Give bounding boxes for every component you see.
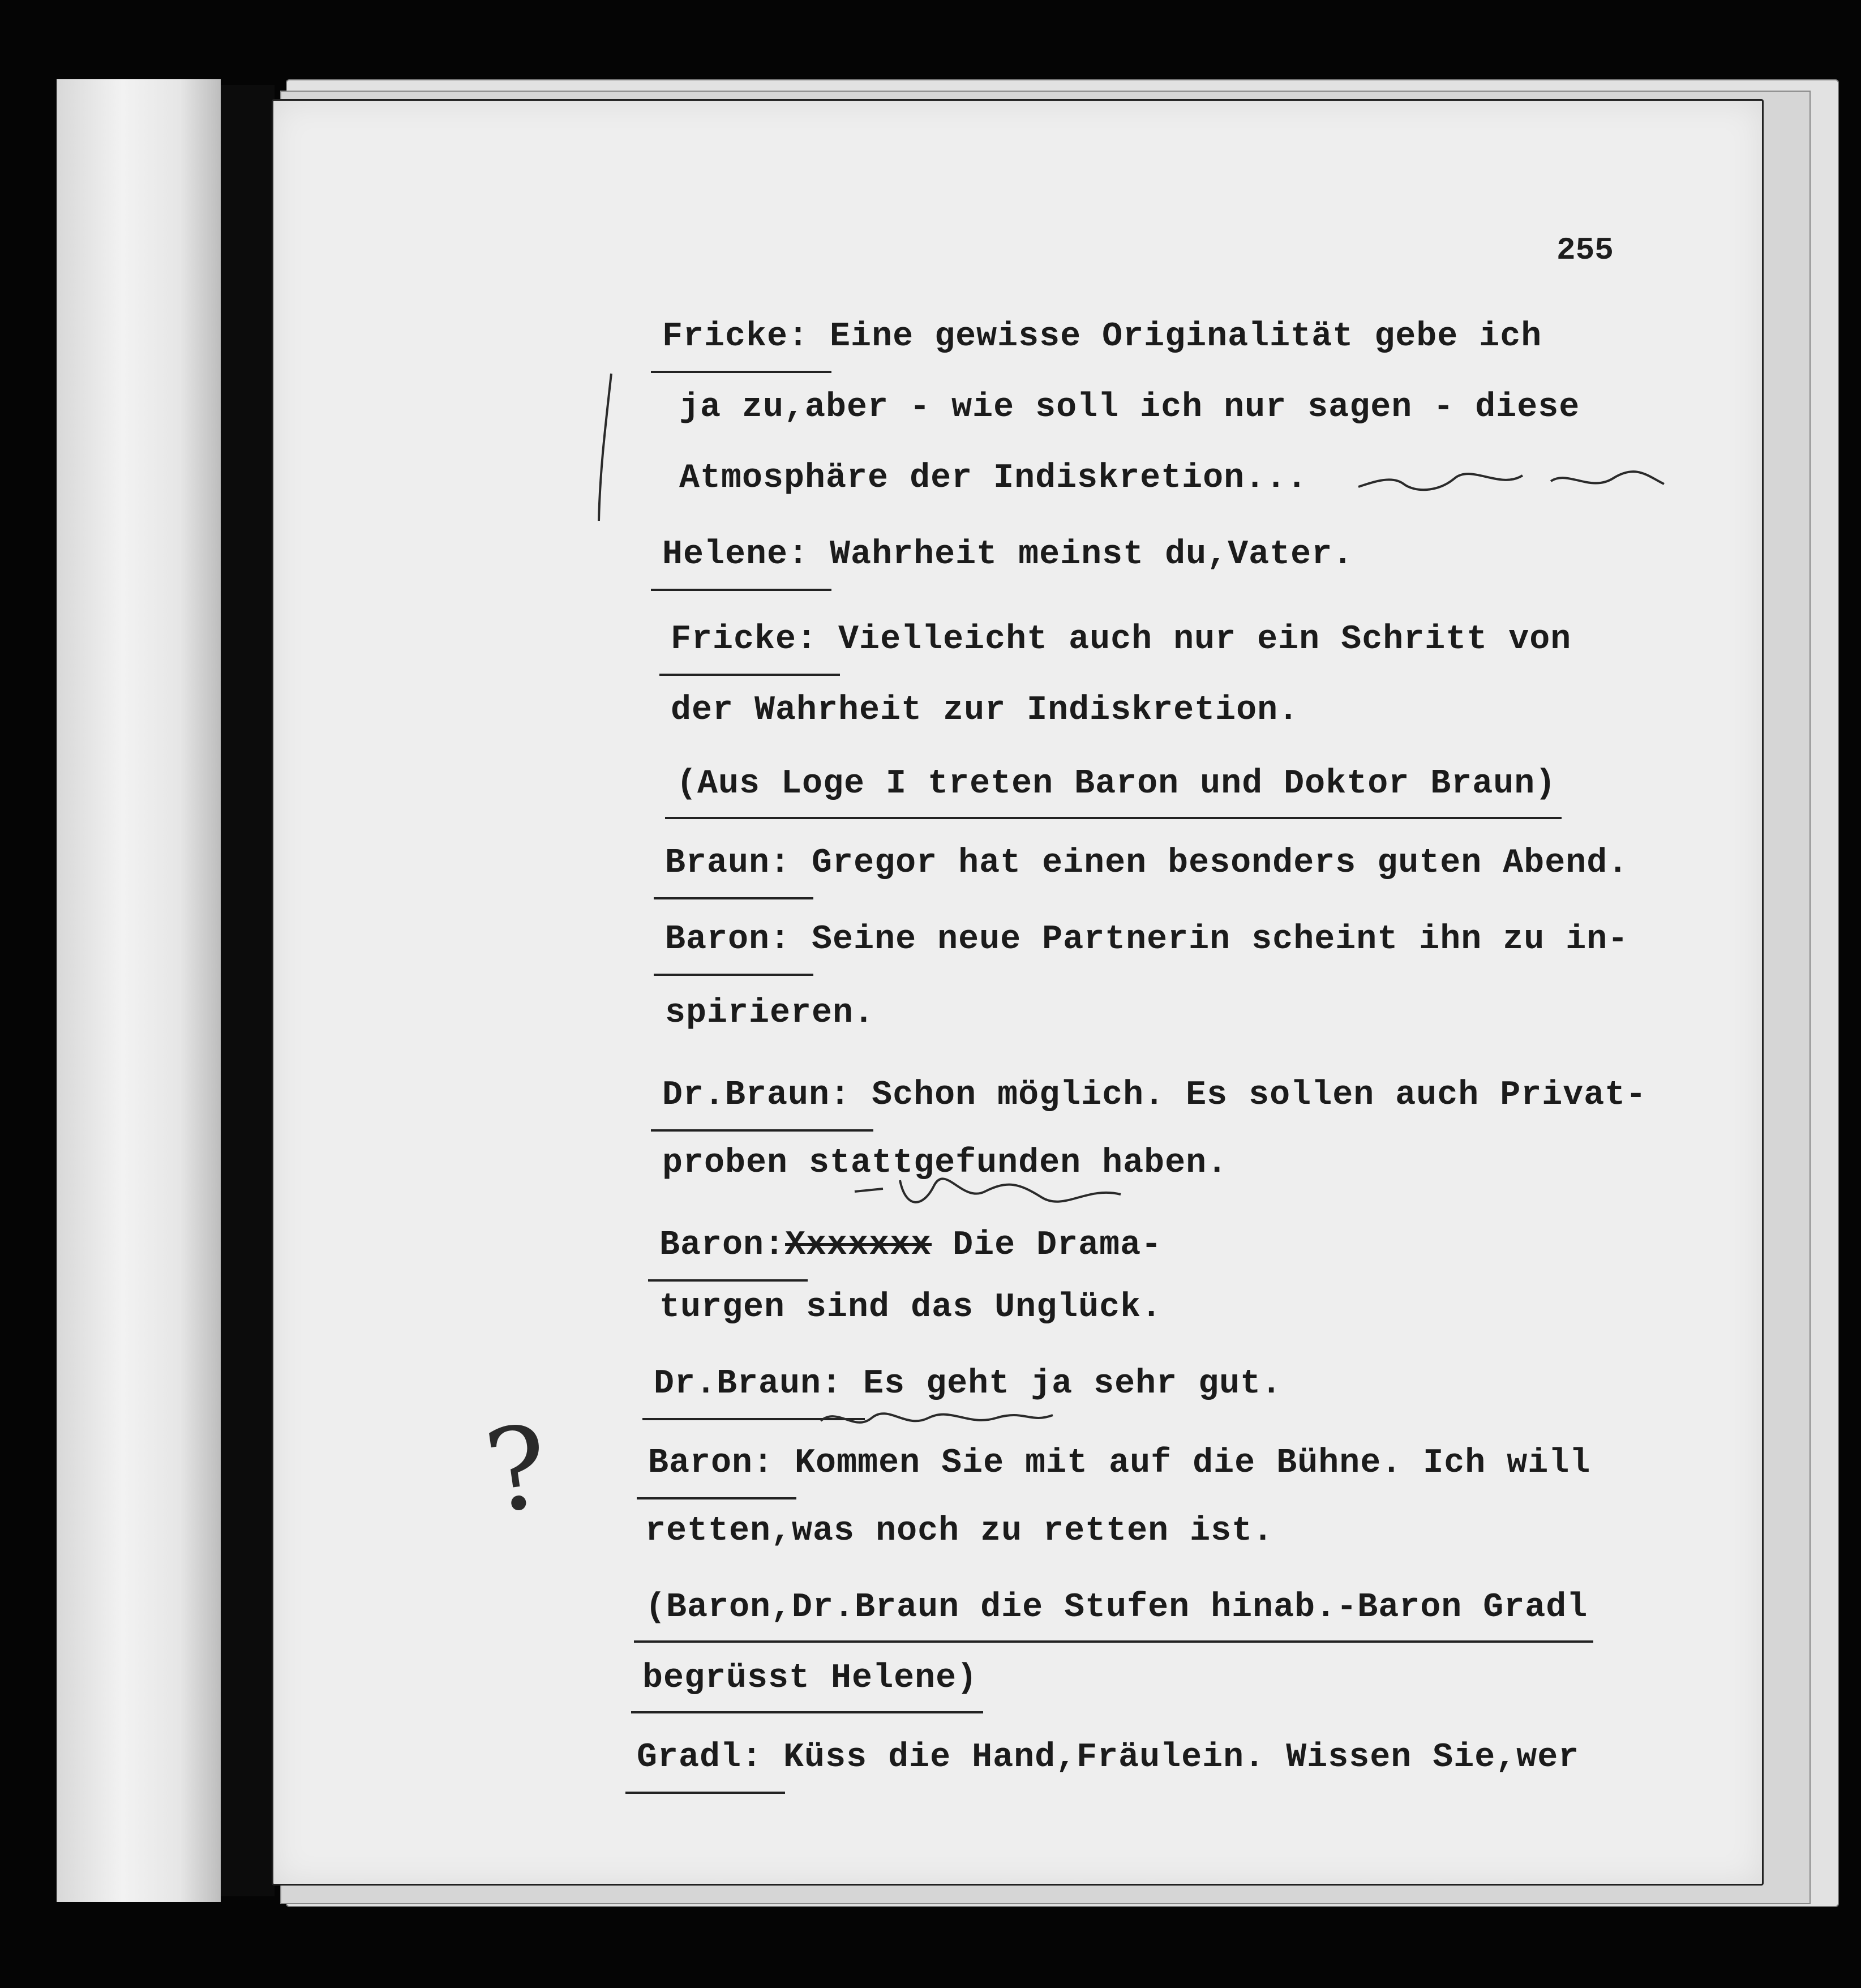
speaker-name: Gradl: xyxy=(637,1738,763,1777)
speaker-name: Braun: xyxy=(665,844,791,882)
script-line xyxy=(659,1288,1163,1327)
dialogue-text: Vielleicht auch nur ein Schritt von xyxy=(817,620,1572,659)
dialogue-text: turgen sind das Unglück. xyxy=(659,1288,1163,1327)
dialogue-text: proben stattgefunden haben. xyxy=(662,1144,1228,1182)
script-line xyxy=(659,1226,1163,1265)
handwritten-question-mark: ? xyxy=(478,1400,556,1540)
dialogue-text: Küss die Hand,Fräulein. Wissen Sie,wer xyxy=(762,1738,1580,1777)
script-line xyxy=(665,920,1629,959)
binding-gap xyxy=(221,85,275,1896)
speaker-name: Fricke: xyxy=(662,318,809,356)
dialogue-text: Die Drama- xyxy=(932,1226,1163,1265)
script-line xyxy=(671,691,1300,730)
script-line xyxy=(679,388,1580,427)
handwritten-insertion xyxy=(849,1169,1166,1220)
dialogue-text: spirieren. xyxy=(665,994,875,1032)
script-line xyxy=(648,1444,1591,1483)
speaker-name: Dr.Braun: xyxy=(654,1365,843,1403)
speaker-name: Baron: xyxy=(659,1226,786,1265)
page-number: 255 xyxy=(1556,232,1614,268)
handwritten-annotation xyxy=(1353,459,1670,504)
speaker-name: Fricke: xyxy=(671,620,818,659)
speaker-name: Helene: xyxy=(662,535,809,574)
dialogue-text: Es geht ja sehr gut. xyxy=(842,1365,1283,1403)
script-line xyxy=(662,320,1542,354)
dialogue-text: Eine gewisse Originalität gebe ich xyxy=(809,318,1542,356)
stage-direction: begrüsst Helene) xyxy=(642,1659,978,1698)
struck-text: Xxxxxxx xyxy=(785,1226,932,1265)
dialogue-text: Schon möglich. Es sollen auch Privat- xyxy=(851,1076,1647,1115)
dialogue-text: Gregor hat einen besonders guten Abend. xyxy=(791,844,1629,882)
speaker-name: Dr.Braun: xyxy=(662,1076,851,1115)
script-line xyxy=(662,1076,1647,1115)
script-line xyxy=(679,459,1308,498)
dialogue-text: Seine neue Partnerin scheint ihn zu in- xyxy=(791,920,1629,959)
script-line xyxy=(642,1659,978,1698)
speaker-name: Baron: xyxy=(648,1444,774,1483)
script-line xyxy=(662,535,1354,574)
script-line xyxy=(645,1588,1588,1627)
stage-direction: (Aus Loge I treten Baron und Doktor Braun) xyxy=(676,765,1556,803)
binding-strip xyxy=(57,79,221,1902)
script-line xyxy=(676,767,1556,801)
handwritten-insertion xyxy=(815,1401,1064,1441)
script-line xyxy=(654,1367,1282,1401)
script-line xyxy=(665,846,1628,880)
dialogue-text: Kommen Sie mit auf die Bühne. Ich will xyxy=(774,1444,1591,1483)
speaker-name: Baron: xyxy=(665,920,791,959)
margin-line-mark xyxy=(589,368,623,526)
script-line xyxy=(637,1738,1580,1777)
dialogue-text: ja zu,aber - wie soll ich nur sagen - diese xyxy=(679,388,1580,427)
script-line xyxy=(645,1514,1273,1548)
script-line xyxy=(671,620,1572,659)
dialogue-text: retten,was noch zu retten ist. xyxy=(645,1512,1274,1550)
dialogue-text: Wahrheit meinst du,Vater. xyxy=(809,535,1354,574)
script-line xyxy=(665,996,874,1030)
dialogue-text: Atmosphäre der Indiskretion... xyxy=(679,459,1308,498)
dialogue-text: der Wahrheit zur Indiskretion. xyxy=(671,691,1300,730)
stage-direction: (Baron,Dr.Braun die Stufen hinab.-Baron Gradl xyxy=(645,1588,1588,1627)
